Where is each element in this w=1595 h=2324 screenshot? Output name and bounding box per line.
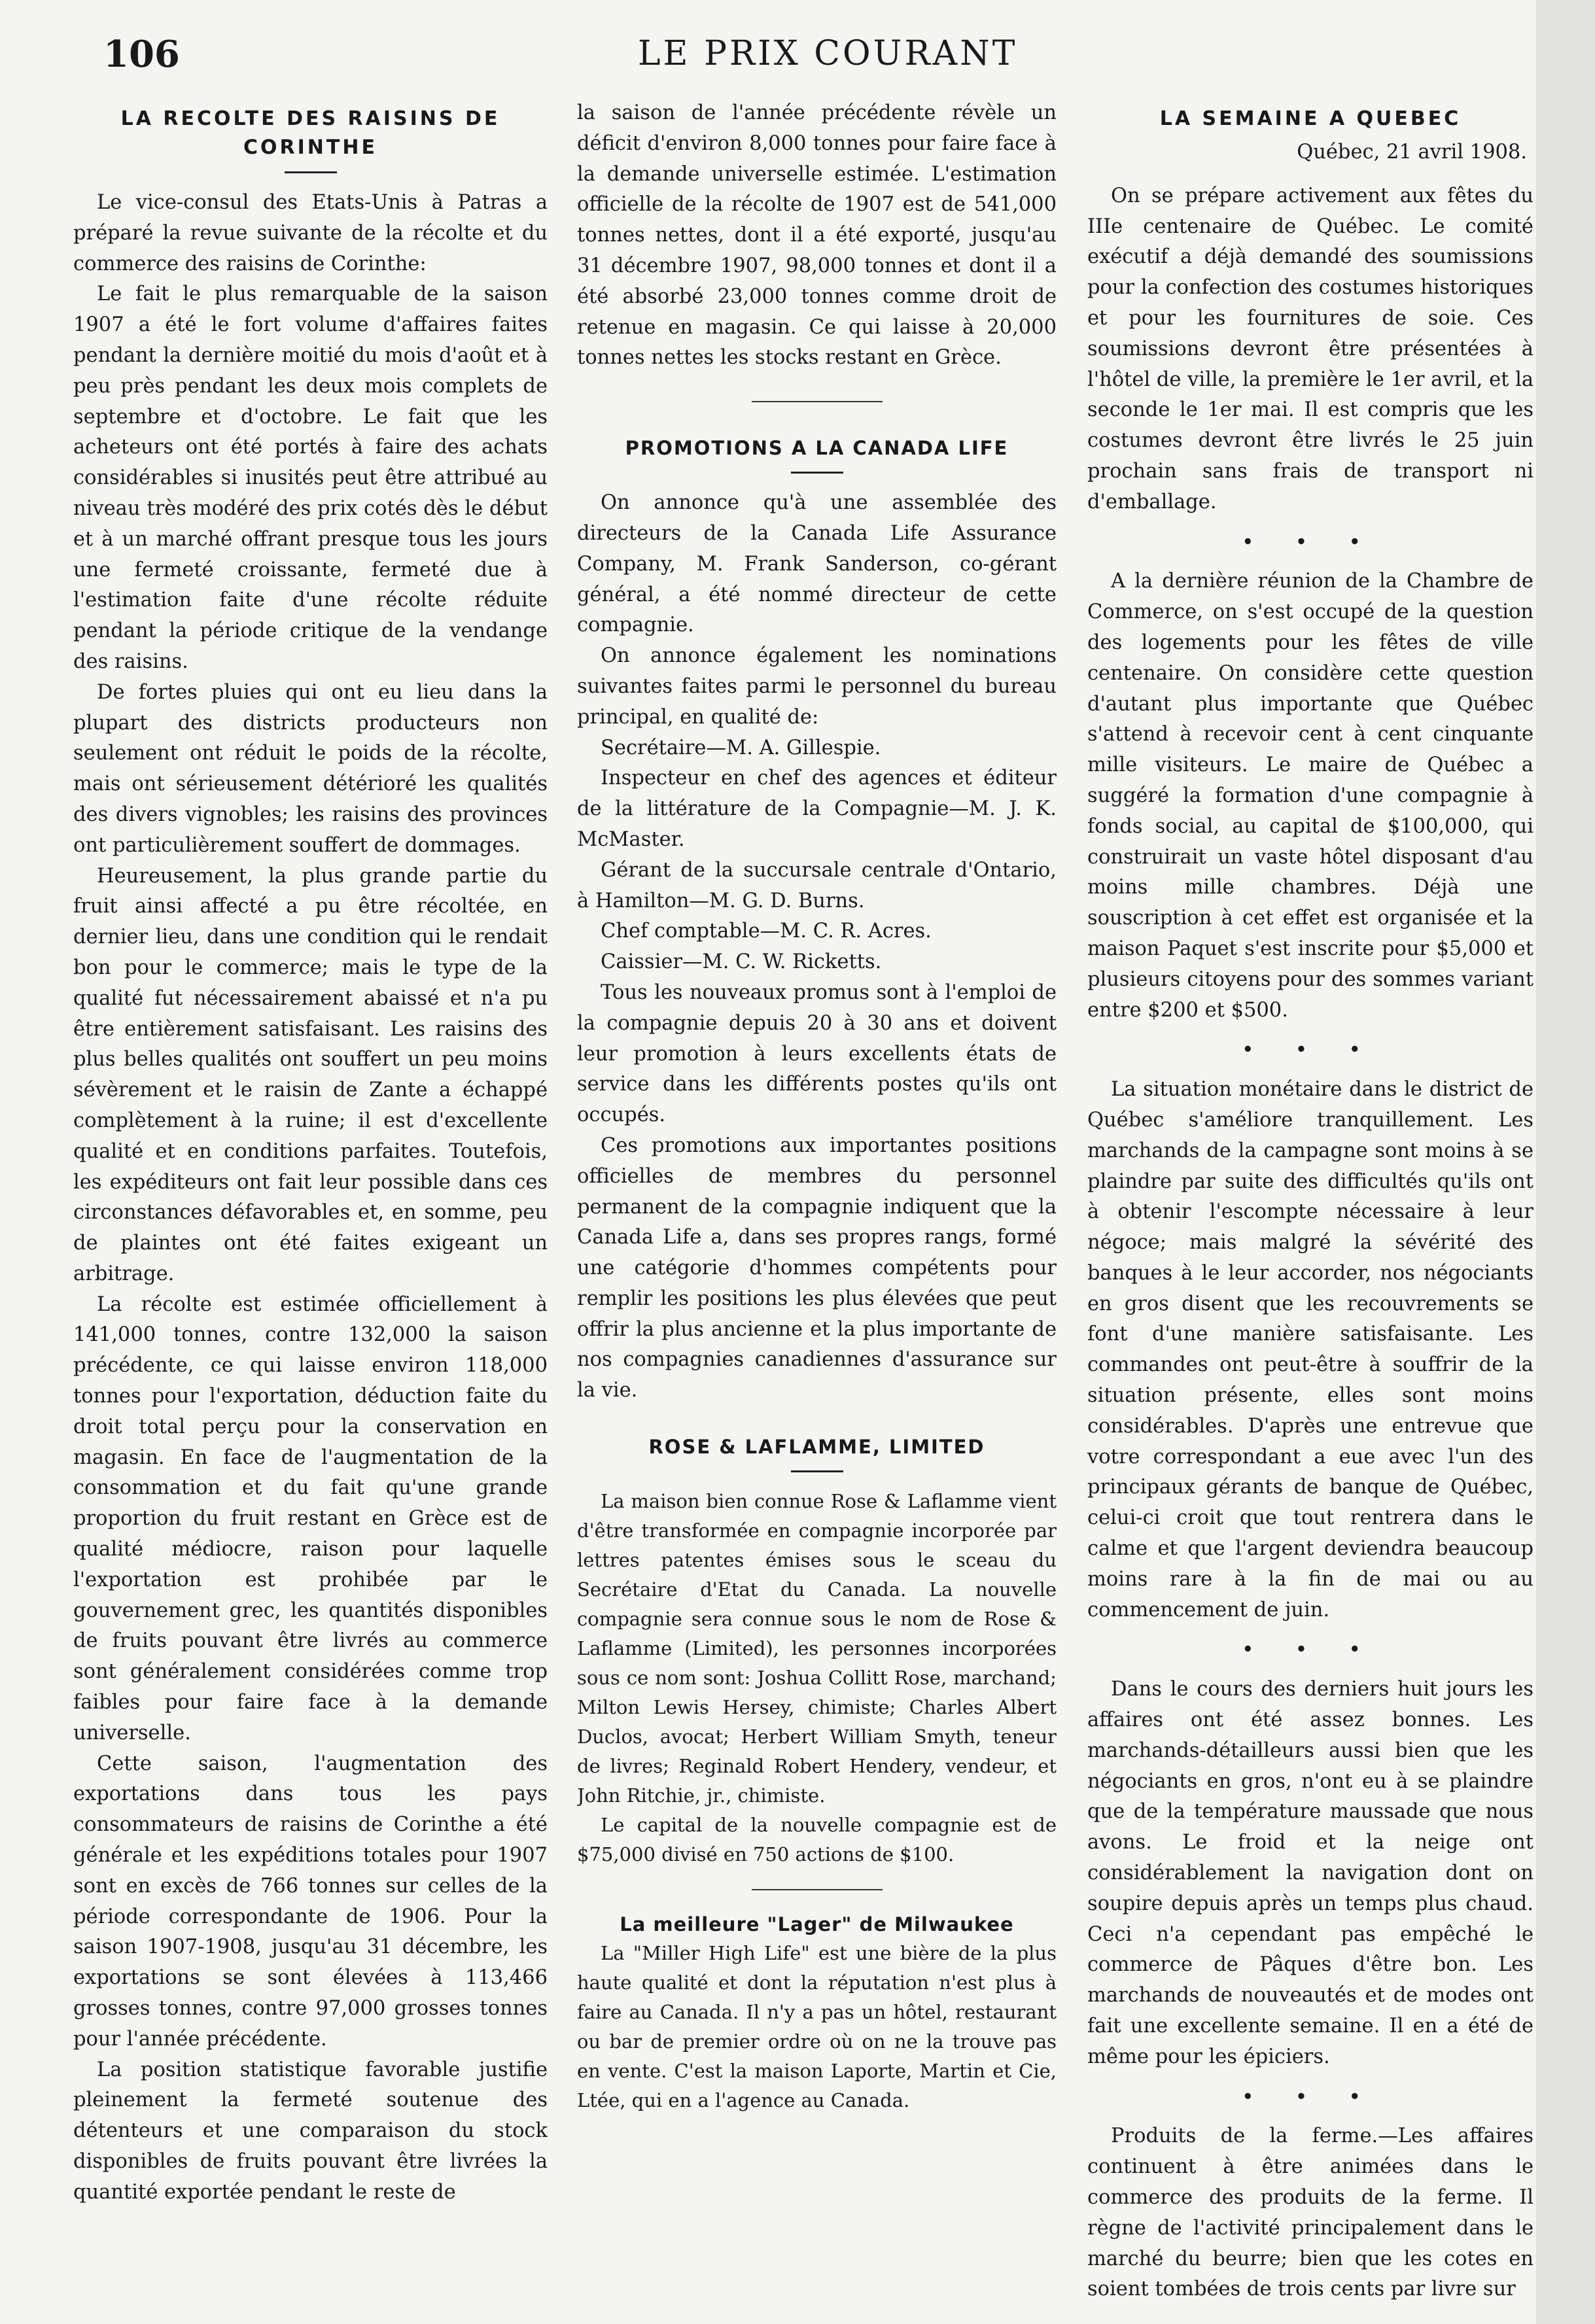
paragraph: Le capital de la nouvelle compagnie est de $75,000 divisé en 750 actions de $100. [577,1814,1057,1866]
section-stars: • • • [1242,2087,1378,2107]
title-rule [791,1470,843,1472]
dateline: Québec, 21 avril 1908. [1297,141,1527,164]
appointment-line: Chef comptable—M. C. R. Acres. [601,920,932,943]
paragraph: la saison de l'année précédente révèle un déficit d'environ 8,000 tonnes pour faire face à la demande universelle estimée. L'estimation officielle de la récolte de 1907 est de 541,000 tonnes nettes, dont il a été exporté, jusqu'au 31 décembre 1907, 98,000 tonnes et dont il a été absorbé 23,000 tonnes comme droit de retenue en magasin. Ce qui laisse à 20,000 tonnes nettes les stocks restant en Grèce. [577,101,1057,370]
section-stars: • • • [1242,1640,1378,1660]
page-number: 106 [103,33,180,76]
paragraph: Heureusement, la plus grande partie du fruit ainsi affecté a pu être récoltée, en dernier lieu, dans une condition qui le rendait bon pour le commerce; mais le type de la qualité fut nécessairement abaissé et n'a pu être entièrement satisfaisant. Les raisins des plus belles qualités ont souffert un peu moins sévèrement et le raisin de Zante a échappé complètement à la ruine; il est d'excellente qualité et en conditions parfaites. Toutefois, les expéditeurs ont fait leur possible dans ces circonstances défavorables et, en somme, peu de plaintes ont été faites exigeant un arbitrage. [73,864,548,1285]
paragraph: Tous les nouveaux promus sont à l'emploi de la compagnie depuis 20 à 30 ans et doivent leur promotion à leurs excellents états de service dans les différents postes qu'ils ont occupés. [577,980,1057,1127]
spacer [577,1406,1057,1432]
appointment-line: Caissier—M. C. W. Ricketts. [601,950,882,974]
paragraph: Dans le cours des derniers huit jours les affaires ont été assez bonnes. Les marchands-détailleurs aussi bien que les négociants en gros, n'ont eu à se plaindre que de la température maussade que nous avons. Le froid et la neige ont considérablement la navigation dont on soupire depuis après un temps plus chaud. Ceci n'a cependant pas empêché le commerce de Pâques d'être bon. Les marchands de nouveautés et de modes ont fait une excellente semaine. Il en a été de même pour les épiciers. [1087,1678,1534,2068]
paragraph: La récolte est estimée officiellement à 141,000 tonnes, contre 132,000 la saison précédente, ce qui laisse environ 118,000 tonnes pour l'exportation, déduction faite du droit total perçu pour la conservation en magasin. En face de l'augmentation de la consommation et du fait qu'une grande proportion du fruit restant en Grèce est de qualité médiocre, raison pour laquelle l'exportation est prohibée par le gouvernement grec, les quantités disponibles de fruits pouvant être livrés au commerce sont généralement considérées comme trop faibles pour faire face à la demande universelle. [73,1292,548,1744]
paragraph: La maison bien connue Rose & Laflamme vient d'être transformée en compagnie incorporée par lettres patentes émises sous le sceau du Secrétaire d'Etat du Canada. La nouvelle compagnie sera connue sous le nom de Rose & Laflamme (Limited), les personnes incorporées sous ce nom sont: Joshua Collitt Rose, marchand; Milton Lewis Hersey, chimiste; Charles Albert Duclos, avocat; Herbert William Smyth, teneur de livres; Reginald Robert Hendery, vendeur, et John Ritchie, jr., chimiste. [577,1490,1057,1807]
running-title: LE PRIX COURANT [638,34,1018,73]
paragraph: La position statistique favorable justifie pleinement la fermeté soutenue des détenteurs et une comparaison du stock disponibles de fruits pouvant être livrées la quantité exportée pendant le reste de [73,2058,548,2204]
section-stars: • • • [1242,532,1378,552]
article-title-corinthe: LA RECOLTE DES RAISINS DE CORINTHE [120,107,500,159]
title-rule [285,171,337,173]
paragraph: Produits de la ferme.—Les affaires continuent à être animées dans le commerce des produits de la ferme. Il règne de l'activité principalement dans le marché du beurre; bien que les cotes en soient tombées de trois cents par livre sur [1087,2125,1534,2301]
paragraph: Le fait le plus remarquable de la saison 1907 a été le fort volume d'affaires faites pendant la dernière moitié du mois d'août et à peu près pendant les deux mois complets de septembre et d'octobre. Le fait que les acheteurs ont été portés à faire des achats considérables si inusités peut être attribué au niveau très modéré des prix cotés dès le début et à un marché offrant presque tous les jours une fermeté croissante, fermeté due à l'estimation faite d'une récolte réduite pendant la période critique de la vendange des raisins. [73,283,548,673]
section-separator [752,1889,883,1890]
appointment-line: Secrétaire—M. A. Gillespie. [601,736,881,759]
paragraph: On annonce également les nominations suivantes faites parmi le personnel du bureau principal, en qualité de: [577,644,1057,729]
column-1 [73,98,548,2315]
paragraph: Cette saison, l'augmentation des exportations dans tous les pays consommateurs de raisins de Corinthe a été générale et les expéditions totales pour 1907 sont en excès de 766 tonnes sur celles de la période correspondante de 1906. Pour la saison 1907-1908, jusqu'au 31 décembre, les exportations se sont élevées à 113,466 grosses tonnes, contre 97,000 grosses tonnes pour l'année précédente. [73,1752,548,2051]
paragraph: On se prépare activement aux fêtes du IIIe centenaire de Québec. Le comité exécutif a déjà demandé des soumissions pour la confection des costumes historiques et pour les fournitures de soie. Ces soumissions devront être présentées à l'hôtel de ville, la première le 1er avril, et la seconde le 1er mai. Il est compris que les costumes devront être livrés le 25 juin prochain sans frais de transport ni d'emballage. [1087,184,1534,513]
article-title-canada-life: PROMOTIONS A LA CANADA LIFE [625,437,1009,460]
article-title-rose-laflamme: ROSE & LAFLAMME, LIMITED [648,1436,985,1459]
section-separator [752,401,883,402]
title-rule [791,472,843,474]
appointment-line: Gérant de la succursale centrale d'Ontario, à Hamilton—M. G. D. Burns. [577,858,1057,912]
paragraph: On annonce qu'à une assemblée des directeurs de la Canada Life Assurance Company, M. Frank Sanderson, co-gérant général, a été nommé directeur de cette compagnie. [577,491,1057,637]
paragraph: La "Miller High Life" est une bière de la plus haute qualité et dont la réputation n'est plus à faire au Canada. Il n'y a pas un hôtel, restaurant ou bar de premier ordre où on ne la trouve pas en vente. C'est la maison Laporte, Martin et Cie, Ltée, qui en a l'agence au Canada. [577,1942,1057,2112]
appointment-line: Inspecteur en chef des agences et éditeur de la littérature de la Compagnie—M. J. K. McMaster. [577,767,1057,851]
article-title-milwaukee: La meilleure "Lager" de Milwaukee [620,1913,1014,1936]
page-edge [1536,0,1595,2324]
paragraph: A la dernière réunion de la Chambre de Commerce, on s'est occupé de la question des logements pour les fêtes de ville centenaire. On considère cette question d'autant plus importante que Québec s'attend à recevoir cent à cent cinquante mille visiteurs. Le maire de Québec a suggéré la formation d'une compagnie à fonds social, au capital de $100,000, qui construirait un vaste hôtel disposant d'au moins mille chambres. Déjà une souscription à cet effet est organisée et la maison Paquet s'est inscrite pour $5,000 et plusieurs citoyens pour des sommes variant entre $200 et $500. [1087,570,1534,1022]
paragraph: De fortes pluies qui ont eu lieu dans la plupart des districts producteurs non seulement ont réduit le poids de la récolte, mais ont sérieusement détérioré les qualités des divers vignobles; les raisins des provinces ont particulièrement souffert de dommages. [73,680,548,857]
column-3 [1087,98,1534,2315]
article-title-semaine-quebec: LA SEMAINE A QUEBEC [1159,107,1462,130]
column-2 [577,98,1057,2315]
paragraph: La situation monétaire dans le district de Québec s'améliore tranquillement. Les marchands de la campagne sont moins à se plaindre par suite des difficultés qu'ils ont à obtenir l'escompte nécessaire à leur négoce; mais malgré la sévérité des banques à le leur accorder, nos négociants en gros disent que les recouvrements se font d'une manière satisfaisante. Les commandes ont peut-être à souffrir de la situation présente, elles sont moins considérables. D'après une entrevue que votre correspondant a eue avec l'un des principaux gérants de banque de Québec, celui-ci croit que tout rentrera dans le calme et que l'argent deviendra beaucoup moins rare à la fin de mai ou au commencement de juin. [1087,1078,1534,1622]
paragraph: Ces promotions aux importantes positions officielles de membres du personnel permanent de la compagnie indiquent que la Canada Life a, dans ses propres rangs, formé une catégorie d'hommes compétents pour remplir les positions les plus élevées que peut offrir la plus ancienne et la plus importante de nos compagnies canadiennes d'assurance sur la vie. [577,1134,1057,1402]
section-stars: • • • [1242,1040,1378,1060]
paragraph: Le vice-consul des Etats-Unis à Patras a préparé la revue suivante de la récolte et du commerce des raisins de Corinthe: [73,191,548,275]
